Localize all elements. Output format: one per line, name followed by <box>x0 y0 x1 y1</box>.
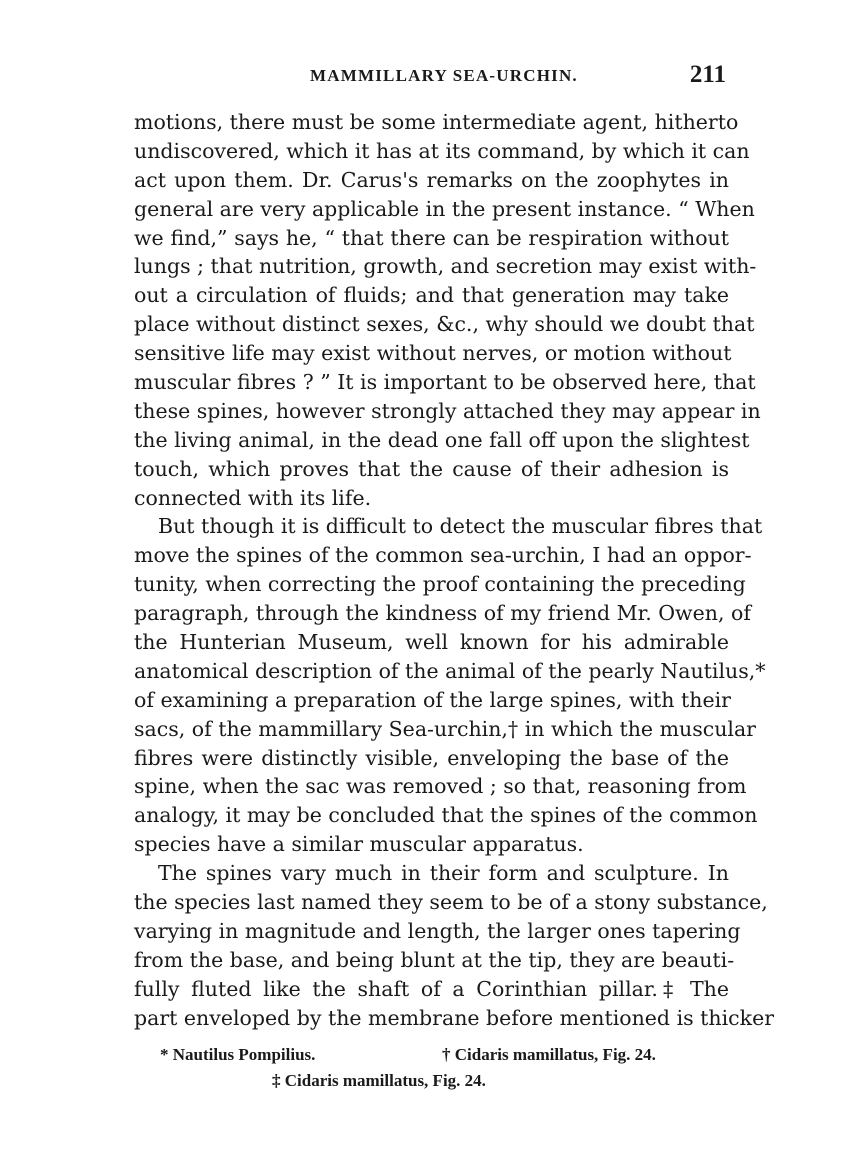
text-line: connected with its life. <box>134 485 372 510</box>
text-line: But though it is difficult to detect the muscular fibres that <box>158 514 763 539</box>
text-line: the Hunterian Museum, well known for his admirable <box>134 630 729 655</box>
text-line: tunity, when correcting the proof containing the preceding <box>134 572 746 597</box>
text-line: move the spines of the common sea-urchin, I had an oppor- <box>134 543 752 568</box>
text-line: lungs ; that nutrition, growth, and secretion may exist with- <box>134 254 757 279</box>
text-line: part enveloped by the membrane before mentioned is thicker <box>134 1005 774 1030</box>
text-line: act upon them. Dr. Carus's remarks on the zoophytes in <box>134 167 729 192</box>
running-title: MAMMILLARY SEA-URCHIN. <box>310 66 578 85</box>
text-line: motions, there must be some intermediate agent, hitherto <box>134 110 739 134</box>
text-line: species have a similar muscular apparatus. <box>134 832 584 857</box>
footnote-row <box>160 1068 700 1094</box>
footnote-double-dagger: ‡ Cidaris mamillatus, Fig. 24. <box>272 1071 486 1090</box>
footnote-row <box>160 1042 700 1068</box>
text-line: sacs, of the mammillary Sea-urchin,† in which the muscular <box>134 716 756 741</box>
text-line: paragraph, through the kindness of my friend Mr. Owen, of <box>134 601 751 626</box>
text-line: fully fluted like the shaft of a Corinthian pillar.‡ The <box>134 976 729 1001</box>
page-number: 211 <box>689 61 726 88</box>
text-line: varying in magnitude and length, the larger ones tapering <box>134 918 741 943</box>
text-line: we find,” says he, “ that there can be respiration without <box>134 225 729 250</box>
text-line: from the base, and being blunt at the tip, they are beauti- <box>134 947 735 972</box>
text-line: The spines vary much in their form and sculpture. In <box>158 861 729 886</box>
text-line: general are very applicable in the present instance. “ When <box>134 196 755 221</box>
text-line: touch, which proves that the cause of their adhesion is <box>134 456 729 481</box>
body-text <box>134 108 774 1033</box>
text-line: place without distinct sexes, &c., why should we doubt that <box>134 312 755 337</box>
text-line: of examining a preparation of the large spines, with their <box>134 687 731 712</box>
text-line: out a circulation of fluids; and that generation may take <box>134 283 729 308</box>
text-line: muscular fibres ? ” It is important to be observed here, that <box>134 370 756 395</box>
text-line: the species last named they seem to be of a stony substance, <box>134 890 768 915</box>
text-line: sensitive life may exist without nerves, or motion without <box>134 341 732 366</box>
text-line: undiscovered, which it has at its command, by which it can <box>134 138 750 163</box>
footnote-star: * Nautilus Pompilius. <box>160 1045 316 1064</box>
footnotes <box>160 1042 700 1094</box>
text-line: fibres were distinctly visible, enveloping the base of the <box>134 745 729 770</box>
text-line: spine, when the sac was removed ; so that, reasoning from <box>134 774 747 799</box>
footnote-dagger: † Cidaris mamillatus, Fig. 24. <box>442 1045 656 1064</box>
text-line: the living animal, in the dead one fall off upon the slightest <box>134 427 750 452</box>
text-line: anatomical description of the animal of the pearly Nautilus,* <box>134 658 766 683</box>
text-line: analogy, it may be concluded that the spines of the common <box>134 803 758 828</box>
page-header <box>132 58 732 98</box>
text-line: these spines, however strongly attached they may appear in <box>134 398 761 423</box>
